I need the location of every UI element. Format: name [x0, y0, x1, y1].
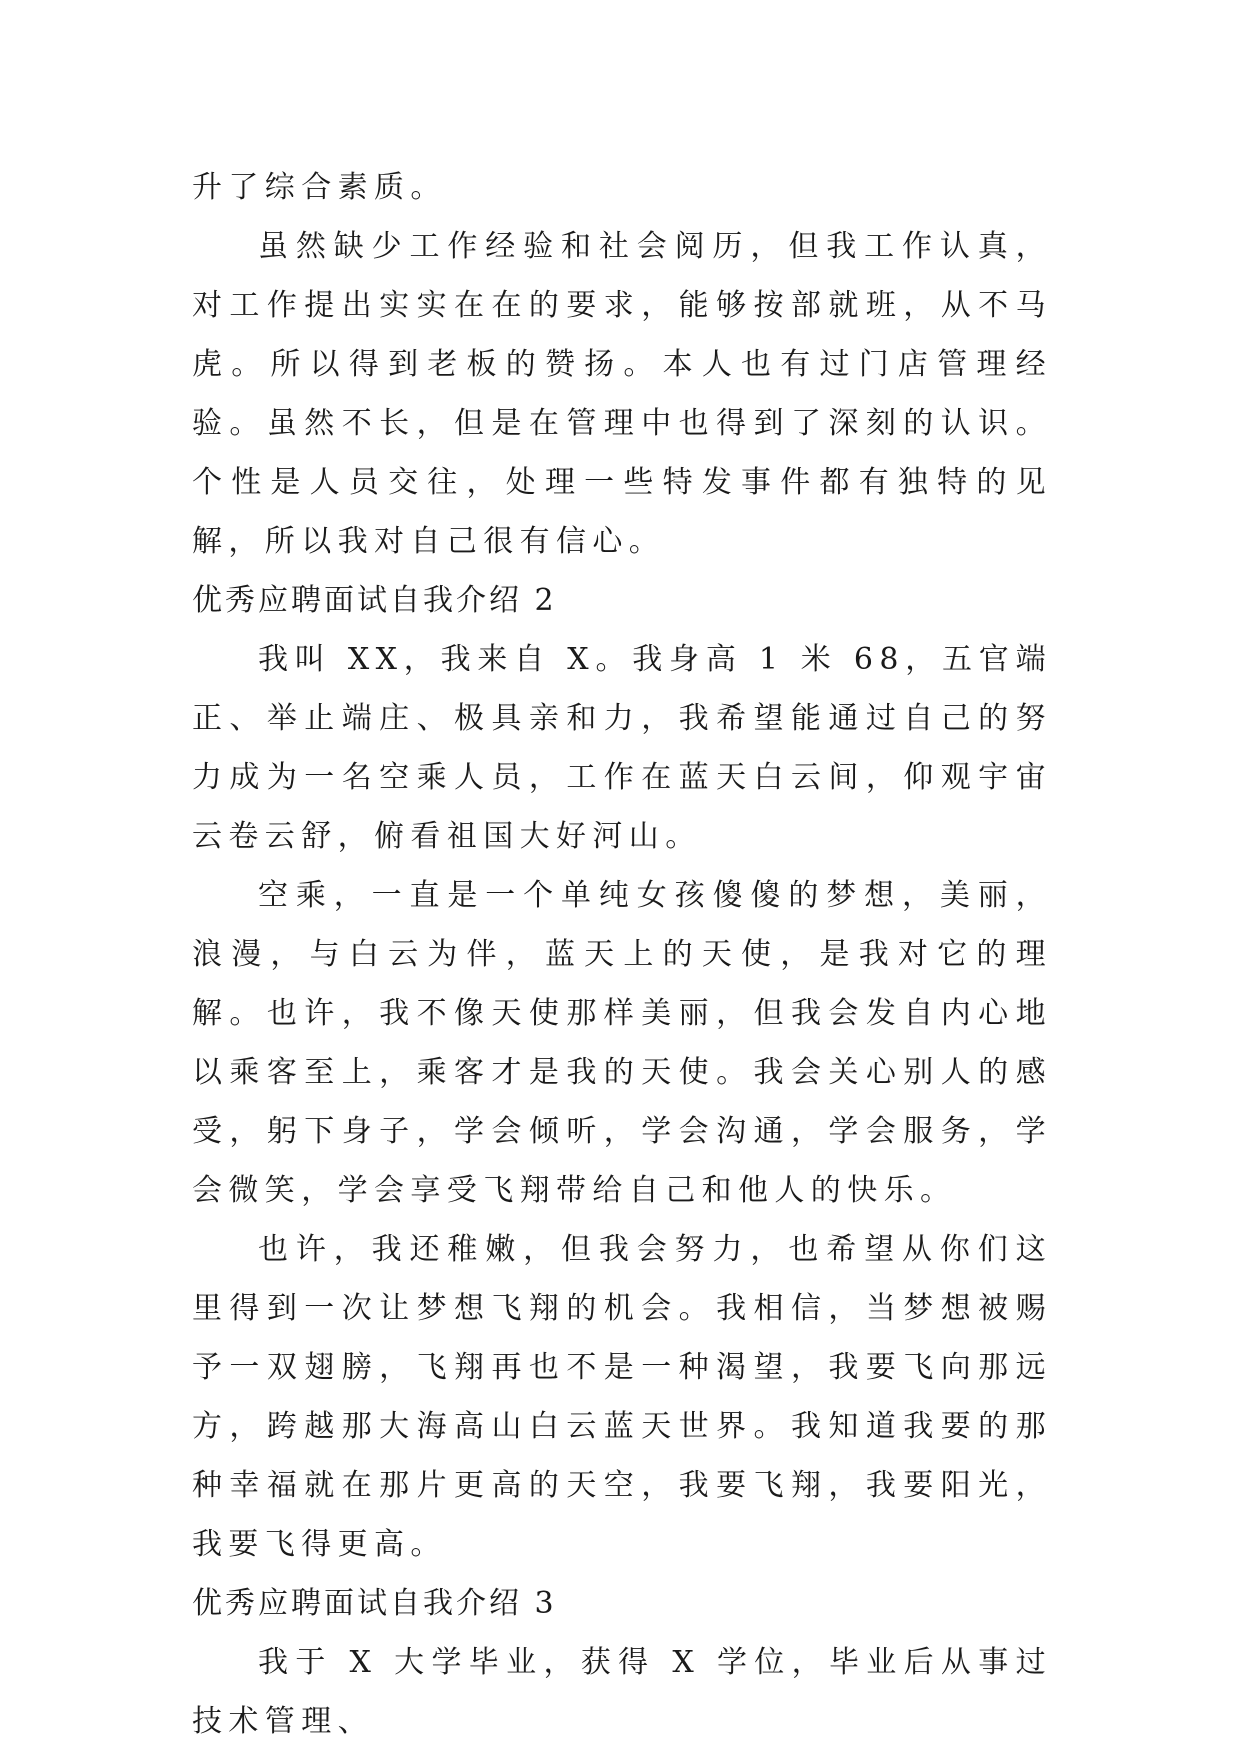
paragraph-intro-3: 我于 X 大学毕业，获得 X 学位，毕业后从事过技术管理、 [192, 1645, 1052, 1739]
paragraph-intro-2: 我叫 XX，我来自 X。我身高 1 米 68，五官端正、举止端庄、极具亲和力，我希望能通过自己的努力成为一名空乘人员，工作在蓝天白云间，仰观宇宙云卷云舒，俯看祖国大好河山。 [192, 642, 1052, 854]
section-heading-3: 优秀应聘面试自我介绍 3 [192, 1586, 557, 1621]
paragraph-aspiration: 也许，我还稚嫩，但我会努力，也希望从你们这里得到一次让梦想飞翔的机会。我相信，当梦想被赐予一双翅膀，飞翔再也不是一种渴望，我要飞向那远方，跨越那大海高山白云蓝天世界。我知道我要的那种幸福就在那片更高的天空，我要飞翔，我要阳光，我要飞得更高。 [192, 1232, 1052, 1562]
paragraph-continuation: 升了综合素质。 [192, 170, 447, 205]
document-body [192, 158, 1052, 1751]
paragraph-experience: 虽然缺少工作经验和社会阅历，但我工作认真，对工作提出实实在在的要求，能够按部就班，从不马虎。所以得到老板的赞扬。本人也有过门店管理经验。虽然不长，但是在管理中也得到了深刻的认识。个性是人员交往，处理一些特发事件都有独特的见解，所以我对自己很有信心。 [192, 229, 1052, 559]
paragraph-dream: 空乘，一直是一个单纯女孩傻傻的梦想，美丽，浪漫，与白云为伴，蓝天上的天使，是我对它的理解。也许，我不像天使那样美丽，但我会发自内心地以乘客至上，乘客才是我的天使。我会关心别人的感受，躬下身子，学会倾听，学会沟通，学会服务，学会微笑，学会享受飞翔带给自己和他人的快乐。 [192, 878, 1052, 1208]
section-heading-2: 优秀应聘面试自我介绍 2 [192, 583, 557, 618]
